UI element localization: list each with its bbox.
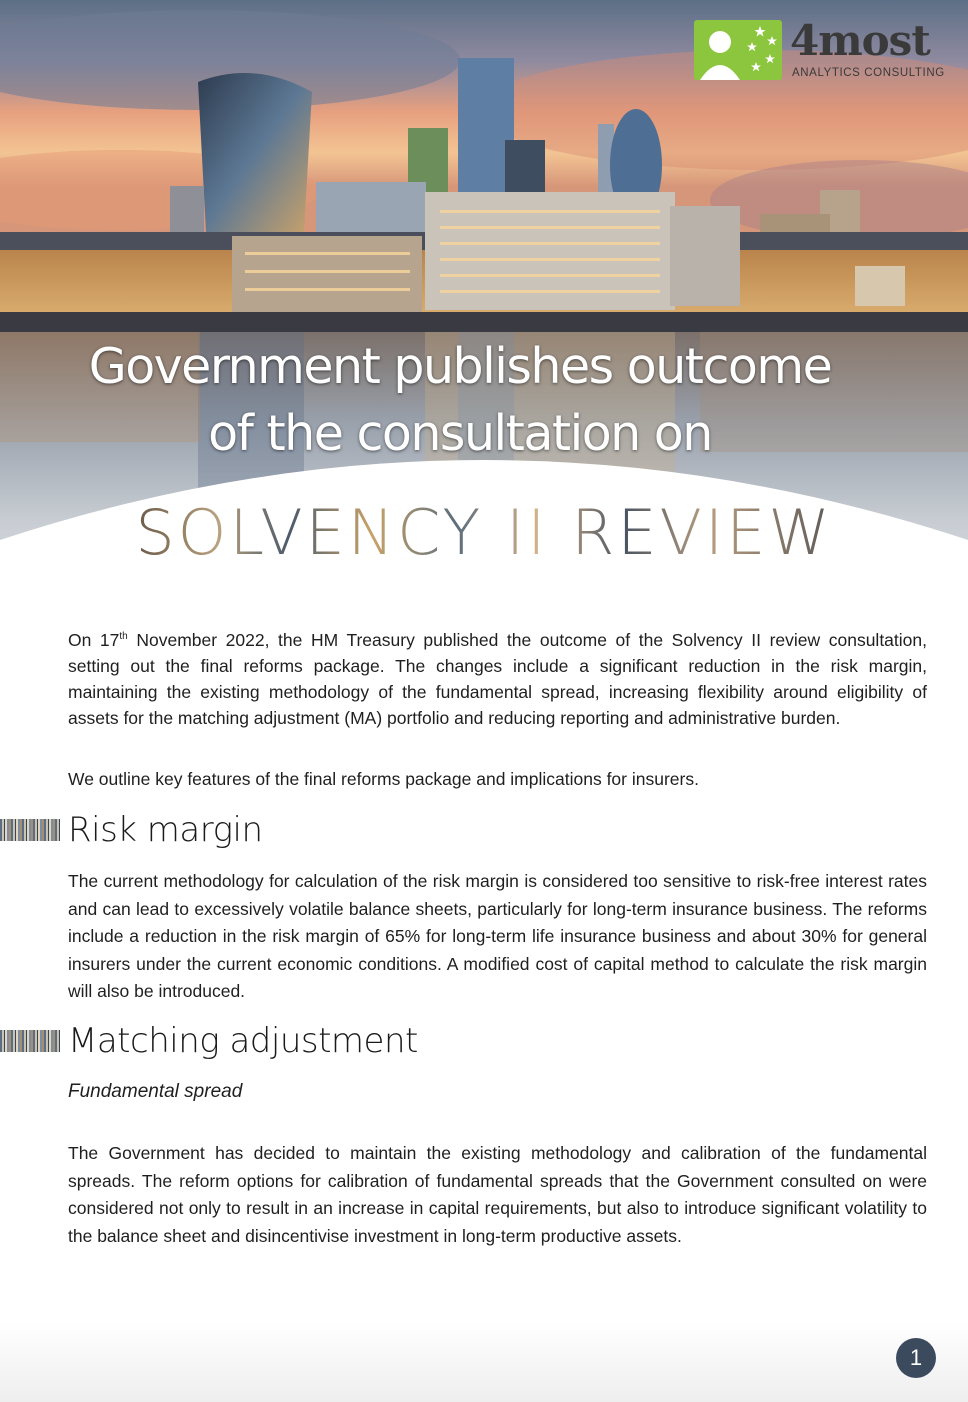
- intro-text-prefix: On 17: [68, 629, 120, 650]
- matching-adjustment-paragraph: [68, 1140, 927, 1250]
- intro-paragraph-1: [68, 624, 927, 731]
- solvency-banner: [0, 496, 968, 569]
- intro-paragraph-2-text: We outline key features of the final reforms package and implications for insurers.: [68, 769, 699, 789]
- intro-text-rest: November 2022, the HM Treasury published the outcome of the Solvency II review consultation, setting out the final reforms package. The changes include a significant reduction in the risk margin, maintaining the existing methodology of the fundamental spread, increasing flexibility around eligibility of assets for the matching adjustment (MA) portfolio and reducing reporting and administrative burden.: [68, 629, 927, 728]
- logo-name: 4most: [790, 16, 930, 65]
- risk-margin-text: The current methodology for calculation of the risk margin is considered too sensitive to risk-free interest rates and can lead to excessively volatile balance sheets, particularly for long-term insurance business. The reforms include a reduction in the risk margin of 65% for long-term life insurance business and about 30% for general insurers under the current economic conditions. A modified cost of capital method to calculate the risk margin will also be introduced.: [68, 871, 927, 1001]
- solvency-banner-text: SOLVENCY II REVIEW: [135, 496, 833, 569]
- risk-margin-paragraph: [68, 868, 927, 1006]
- page-title-line-1: Government publishes outcome: [88, 338, 832, 395]
- intro-superscript: th: [119, 631, 128, 642]
- matching-adjustment-heading: Matching adjustment: [68, 1021, 418, 1061]
- page-number-badge: 1: [896, 1338, 936, 1378]
- heading-marker-icon: [0, 819, 60, 841]
- page-footer: [0, 1322, 968, 1402]
- brand-logo: [694, 16, 956, 82]
- logo-tagline: ANALYTICS CONSULTING: [792, 67, 945, 79]
- fundamental-spread-subheading: Fundamental spread: [68, 1081, 243, 1102]
- page-title-line-2: of the consultation on: [208, 405, 712, 462]
- intro-paragraph-2: [68, 766, 927, 792]
- risk-margin-heading: Risk margin: [68, 810, 263, 850]
- heading-marker-icon: [0, 1030, 60, 1052]
- matching-adjustment-text: The Government has decided to maintain the existing methodology and calibration of the fundamental spreads. The reform options for calibration of fundamental spreads that the Government consulted on were considered not only to result in an increase in capital requirements, but also to introduce significant volatility to the balance sheet and disincentivise investment in long-term productive assets.: [68, 1143, 927, 1246]
- person-stars-icon: [694, 20, 782, 80]
- section-heading-matching-adjustment: [0, 1021, 968, 1061]
- section-heading-risk-margin: [0, 810, 968, 850]
